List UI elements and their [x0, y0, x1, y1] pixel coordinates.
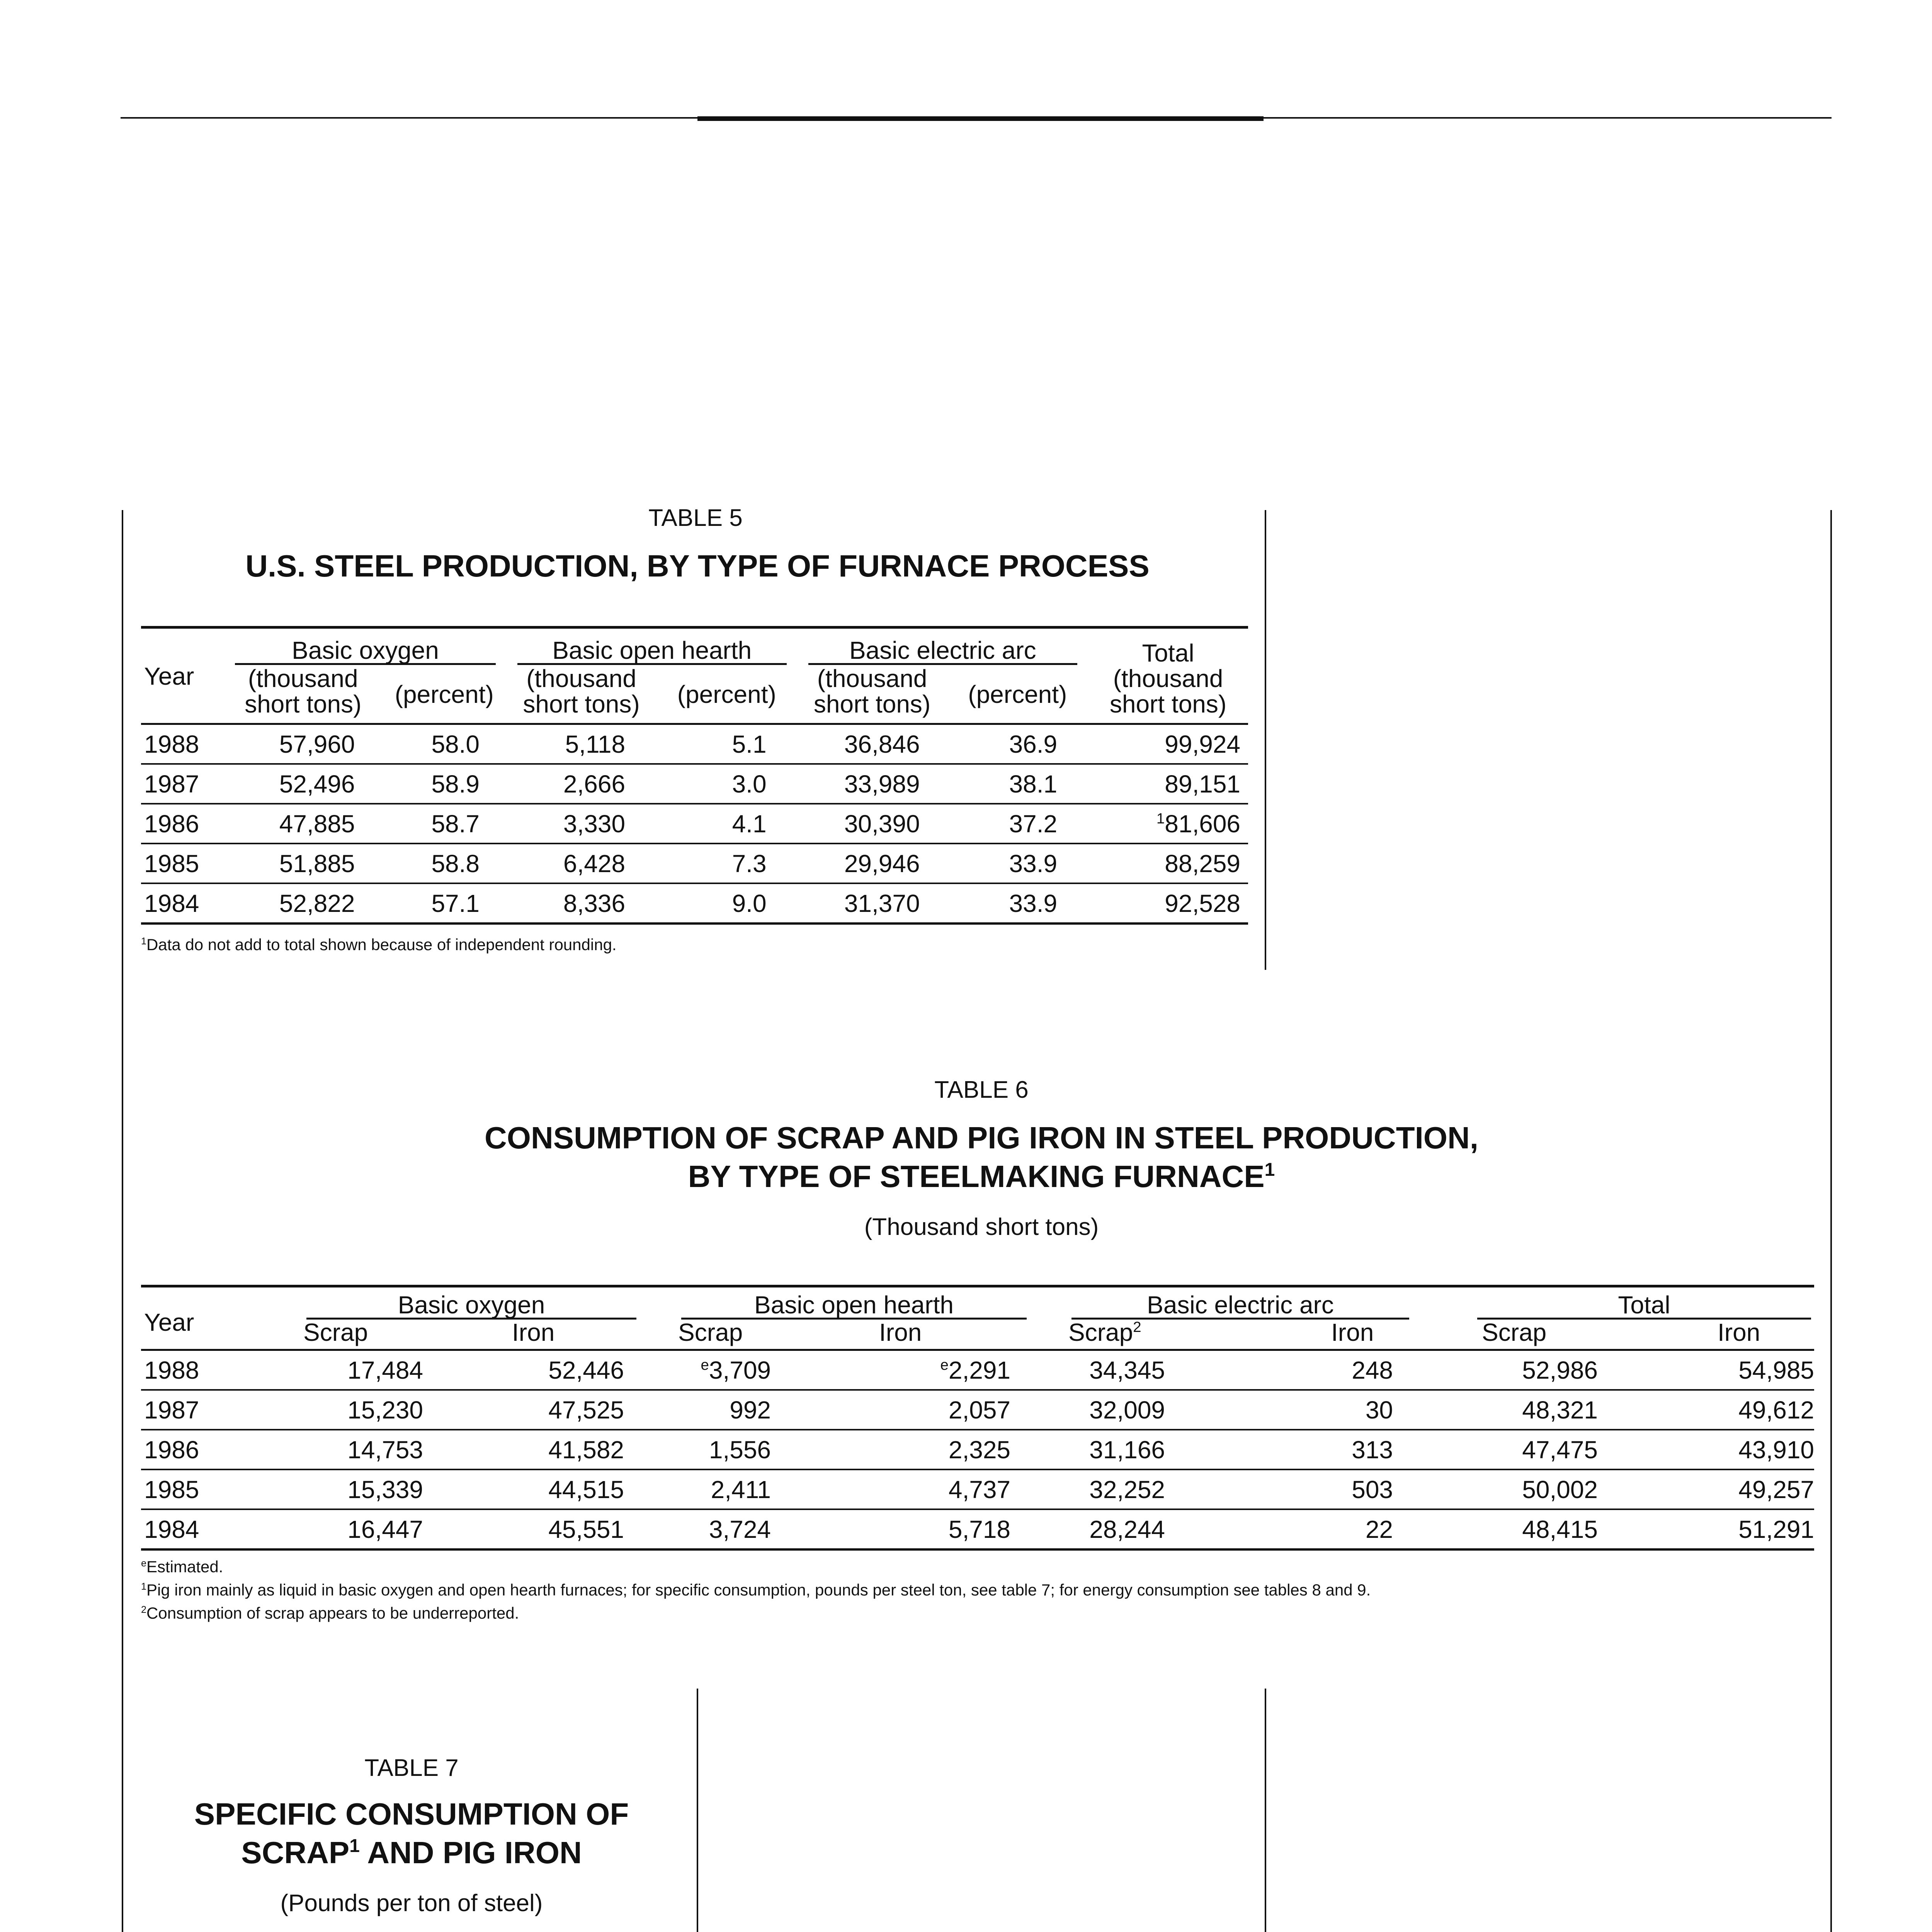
value-cell: 44,515	[489, 1469, 663, 1509]
value-cell: 32,252	[1053, 1469, 1254, 1509]
value-cell: 89,151	[1088, 764, 1248, 804]
column-rule	[1265, 510, 1266, 970]
table6-subtitle: (Thousand short tons)	[864, 1214, 1099, 1240]
value-cell: 5,718	[864, 1509, 1053, 1549]
value-cell: 54,985	[1629, 1350, 1814, 1390]
group-header-basic-oxygen: Basic oxygen	[306, 1292, 636, 1320]
table6-title: CONSUMPTION OF SCRAP AND PIG IRON IN STEEL PRODUCTION, BY TYPE OF STEELMAKING FURNACE$^1$	[484, 1121, 1479, 1194]
col-header-oh-pct: (percent)	[677, 680, 776, 708]
value-cell: 34,345	[1053, 1350, 1254, 1390]
col-header-scrap: Scrap	[303, 1318, 368, 1346]
value-cell: 5.1	[656, 724, 798, 764]
table-row	[141, 804, 1248, 844]
col-header-year: Year	[141, 1286, 288, 1350]
year-cell: 1988	[141, 1350, 288, 1390]
value-cell: 503	[1254, 1469, 1435, 1509]
value-cell: 2,057	[864, 1390, 1053, 1430]
value-cell: 9.0	[656, 883, 798, 923]
value-cell: 4,737	[864, 1469, 1053, 1509]
value-cell: 49,257	[1629, 1469, 1814, 1509]
value-cell: 38.1	[947, 764, 1088, 804]
value-cell: 1,556	[663, 1430, 864, 1469]
year-cell: 1985	[141, 1469, 288, 1509]
col-header-scrap: Scrap	[678, 1318, 743, 1346]
header-rule-bold	[697, 116, 1264, 121]
table-row	[141, 764, 1248, 804]
table5-footnote: $^1$Data do not add to total shown because of independent rounding.	[141, 935, 617, 954]
col-header-oh-tons: (thousand	[526, 665, 636, 692]
value-cell: 58.7	[382, 804, 507, 844]
table6-label: TABLE 6	[934, 1077, 1029, 1103]
value-cell: 2,666	[507, 764, 656, 804]
value-cell: 47,525	[489, 1390, 663, 1430]
group-header-basic-electric-arc: Basic electric arc	[808, 638, 1078, 665]
footnote: $^1$Pig iron mainly as liquid in basic oxygen and open hearth furnaces; for specific consumption, pounds per steel ton, see table 7; for energy consumption see tables 8 and 9.	[141, 1581, 1371, 1599]
value-cell: 8,336	[507, 883, 656, 923]
table5-title: U.S. STEEL PRODUCTION, BY TYPE OF FURNACE PROCESS	[245, 549, 1150, 583]
value-cell: 30,390	[798, 804, 947, 844]
column-rule	[1830, 510, 1832, 1932]
value-cell: 2,325	[864, 1430, 1053, 1469]
group-header-basic-open-hearth: Basic open hearth	[681, 1292, 1027, 1320]
value-cell: 49,612	[1629, 1390, 1814, 1430]
col-header-scrap: Scrap$^2$	[1068, 1318, 1141, 1346]
value-cell: 31,166	[1053, 1430, 1254, 1469]
table-row	[141, 883, 1248, 923]
table7-title: SPECIFIC CONSUMPTION OF SCRAP$^1$ AND PIG IRON	[194, 1797, 629, 1870]
year-cell: 1986	[141, 804, 224, 844]
value-cell: 52,986	[1435, 1350, 1629, 1390]
col-header-ea-pct: (percent)	[968, 680, 1067, 708]
value-cell: 33,989	[798, 764, 947, 804]
value-cell: 52,496	[224, 764, 382, 804]
table5	[141, 626, 1248, 925]
table6-footnotes	[141, 1555, 1814, 1625]
table7-subtitle: (Pounds per ton of steel)	[280, 1890, 543, 1917]
year-cell: 1984	[141, 883, 224, 923]
value-cell: 248	[1254, 1350, 1435, 1390]
value-cell: 37.2	[947, 804, 1088, 844]
col-header-unit: short tons)	[1109, 690, 1227, 718]
value-cell: 28,244	[1053, 1509, 1254, 1549]
value-cell: 47,475	[1435, 1430, 1629, 1469]
value-cell: 36,846	[798, 724, 947, 764]
value-cell: 2,411	[663, 1469, 864, 1509]
value-cell: 3.0	[656, 764, 798, 804]
value-cell: 30	[1254, 1390, 1435, 1430]
group-header-total: Total	[1088, 628, 1248, 666]
table-row	[141, 1350, 1814, 1390]
column-rule	[697, 1689, 698, 1932]
value-cell: 47,885	[224, 804, 382, 844]
value-cell: 58.8	[382, 844, 507, 883]
table7-label: TABLE 7	[364, 1755, 459, 1781]
value-cell: 31,370	[798, 883, 947, 923]
group-header-basic-oxygen: Basic oxygen	[235, 638, 496, 665]
value-cell: 51,885	[224, 844, 382, 883]
value-cell: 33.9	[947, 883, 1088, 923]
year-cell: 1985	[141, 844, 224, 883]
value-cell: 29,946	[798, 844, 947, 883]
value-cell: 92,528	[1088, 883, 1248, 923]
value-cell: 52,446	[489, 1350, 663, 1390]
value-cell: $^e$3,709	[663, 1350, 864, 1390]
table6	[141, 1285, 1814, 1551]
value-cell: 48,415	[1435, 1509, 1629, 1549]
year-cell: 1987	[141, 1390, 288, 1430]
col-header-iron: Iron	[512, 1318, 555, 1346]
value-cell: 58.0	[382, 724, 507, 764]
col-header-bo-tons: (thousand	[248, 665, 358, 692]
group-header-total: Total	[1477, 1292, 1811, 1320]
table-row	[141, 1390, 1814, 1430]
year-cell: 1987	[141, 764, 224, 804]
value-cell: 313	[1254, 1430, 1435, 1469]
value-cell: 3,724	[663, 1509, 864, 1549]
value-cell: 5,118	[507, 724, 656, 764]
year-cell: 1988	[141, 724, 224, 764]
value-cell: 32,009	[1053, 1390, 1254, 1430]
year-cell: 1984	[141, 1509, 288, 1549]
table-row	[141, 1509, 1814, 1549]
value-cell: 6,428	[507, 844, 656, 883]
value-cell: 88,259	[1088, 844, 1248, 883]
value-cell: 58.9	[382, 764, 507, 804]
group-header-basic-electric-arc: Basic electric arc	[1071, 1292, 1409, 1320]
value-cell: 7.3	[656, 844, 798, 883]
value-cell: 51,291	[1629, 1509, 1814, 1549]
table5-label: TABLE 5	[648, 505, 743, 531]
col-header-iron: Iron	[1331, 1318, 1374, 1346]
value-cell: 50,002	[1435, 1469, 1629, 1509]
group-header-basic-open-hearth: Basic open hearth	[517, 638, 787, 665]
value-cell: 36.9	[947, 724, 1088, 764]
value-cell: 48,321	[1435, 1390, 1629, 1430]
value-cell: 15,230	[288, 1390, 489, 1430]
value-cell: 41,582	[489, 1430, 663, 1469]
value-cell: $^e$2,291	[864, 1350, 1053, 1390]
value-cell: 57.1	[382, 883, 507, 923]
footnote: $^2$Consumption of scrap appears to be underreported.	[141, 1604, 519, 1622]
column-rule	[1265, 1689, 1266, 1932]
table-row	[141, 1430, 1814, 1469]
value-cell: 99,924	[1088, 724, 1248, 764]
value-cell: 45,551	[489, 1509, 663, 1549]
table-row	[141, 1469, 1814, 1509]
column-rule	[122, 510, 123, 1932]
value-cell: 16,447	[288, 1509, 489, 1549]
col-header-unit: short tons)	[245, 690, 362, 718]
table-row	[141, 844, 1248, 883]
col-header-scrap: Scrap	[1482, 1318, 1547, 1346]
col-header-unit: short tons)	[813, 690, 931, 718]
year-cell: 1986	[141, 1430, 288, 1469]
value-cell: 43,910	[1629, 1430, 1814, 1469]
value-cell: 14,753	[288, 1430, 489, 1469]
value-cell: 3,330	[507, 804, 656, 844]
value-cell: 57,960	[224, 724, 382, 764]
col-header-iron: Iron	[1718, 1318, 1760, 1346]
value-cell: $^1$81,606	[1088, 804, 1248, 844]
footnote: $^e$Estimated.	[141, 1558, 223, 1576]
value-cell: 33.9	[947, 844, 1088, 883]
col-header-year: Year	[141, 628, 224, 724]
col-header-bo-pct: (percent)	[395, 680, 494, 708]
value-cell: 992	[663, 1390, 864, 1430]
table-row	[141, 724, 1248, 764]
value-cell: 22	[1254, 1509, 1435, 1549]
value-cell: 52,822	[224, 883, 382, 923]
value-cell: 17,484	[288, 1350, 489, 1390]
col-header-iron: Iron	[879, 1318, 922, 1346]
value-cell: 4.1	[656, 804, 798, 844]
value-cell: 15,339	[288, 1469, 489, 1509]
col-header-unit: short tons)	[523, 690, 640, 718]
col-header-ea-tons: (thousand	[817, 665, 927, 692]
col-header-total-tons: (thousand	[1113, 665, 1223, 692]
